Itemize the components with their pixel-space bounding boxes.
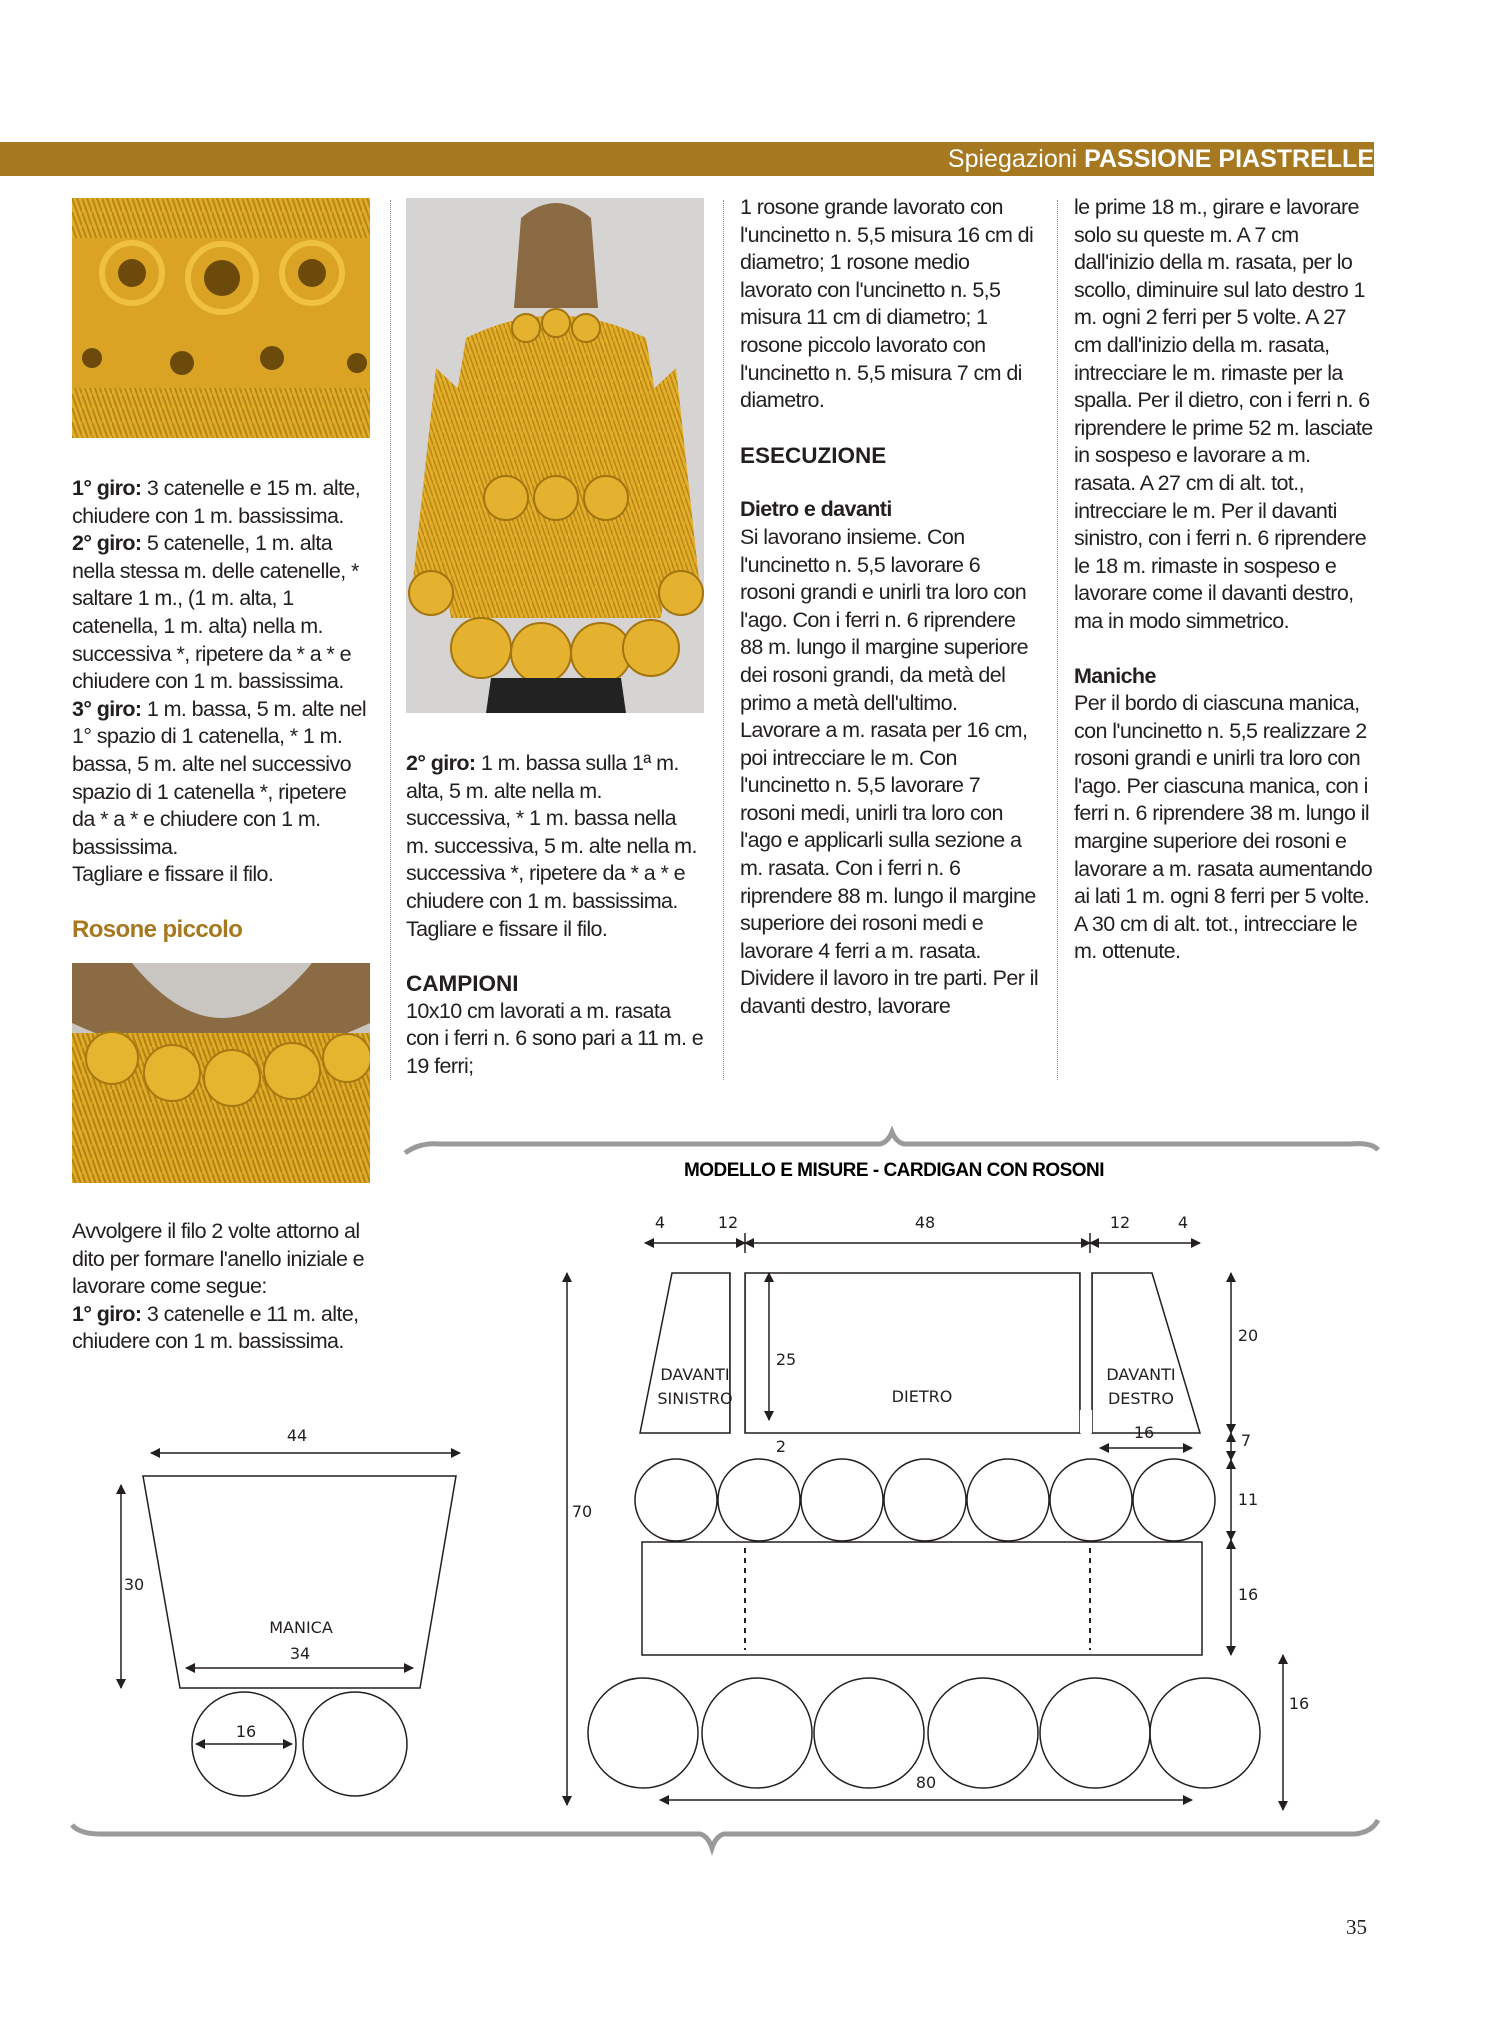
measure-48: 48 xyxy=(914,1213,936,1232)
measure-34: 34 xyxy=(289,1644,311,1663)
label-davanti-sinistro-1: DAVANTI xyxy=(660,1365,730,1384)
crochet-detail-photo xyxy=(72,198,370,438)
diagram-title: MODELLO E MISURE - CARDIGAN CON ROSONI xyxy=(683,1160,1105,1181)
measure-16-band: 16 xyxy=(1237,1585,1259,1604)
measure-16-manica: 16 xyxy=(235,1722,257,1741)
diagram-bottom-border xyxy=(72,1820,1378,1848)
measure-12-right: 12 xyxy=(1109,1213,1131,1232)
rosone-piccolo-title: Rosone piccolo xyxy=(72,915,243,943)
measure-30: 30 xyxy=(123,1575,145,1594)
cut-thread-text: Tagliare e fissare il filo. xyxy=(406,916,608,941)
measure-2: 2 xyxy=(775,1437,787,1456)
giro-1-paragraph: 1° giro: 3 catenelle e 15 m. alte, chiudere con 1 m. bassissima. xyxy=(72,476,361,528)
measurement-diagram xyxy=(0,1120,1500,1860)
stockinette-band xyxy=(642,1542,1202,1655)
column-1 xyxy=(72,475,370,944)
label-davanti-sinistro-2: SINISTRO xyxy=(657,1389,733,1408)
rosoni-medi-row xyxy=(635,1459,1215,1541)
measure-25: 25 xyxy=(775,1350,797,1369)
davanti-destro-shape xyxy=(1092,1273,1200,1433)
manica-rosone-right xyxy=(303,1692,407,1796)
column-divider xyxy=(723,200,724,1080)
davanti-text: le prime 18 m., girare e lavorare solo su queste m. A 7 cm dall'inizio della m. rasata, per lo scollo, diminuire sul lato destro 1 m. ogni 2 ferri per 5 volte. A 27 cm dall'inizio della m. rasata, intrecciare le m. rimaste per la spalla. Per il dietro, con i ferri n. 6 riprendere le prime 52 m. lasciate in sospeso e lavorare a m. rasata. A 27 cm di alt. tot., intrecciare le m. Per il davanti sinistro, con i ferri n. 6 riprendere le 18 m. rimaste in sospeso e lavorare come il davanti destro, ma in modo simmetrico. xyxy=(1074,195,1373,633)
measure-44: 44 xyxy=(286,1426,308,1445)
rosoni-sizes: 1 rosone grande lavorato con l'uncinetto n. 5,5 misura 16 cm di diametro; 1 rosone medio lavorato con l'uncinetto n. 5,5 misura 11 cm di diametro; 1 rosone piccolo lavorato con l'uncinetto n. 5,5 misura 7 cm di diametro. xyxy=(740,195,1034,413)
davanti-sinistro-shape xyxy=(640,1273,733,1433)
giro-2-rosone-piccolo: 2° giro: 1 m. bassa sulla 1ª m. alta, 5 m. alte nella m. successiva, * 1 m. bassa nella m. successiva, 5 m. alte nella m. successiva *, ripetere da * a * e chiudere con 1 m. bassissima. xyxy=(406,751,697,913)
measure-80: 80 xyxy=(915,1773,937,1792)
label-manica: MANICA xyxy=(269,1618,333,1637)
column-3 xyxy=(740,194,1040,1021)
measure-12-left: 12 xyxy=(717,1213,739,1232)
maniche-text: Per il bordo di ciascuna manica, con l'uncinetto n. 5,5 realizzare 2 rosoni grandi e unirli tra loro con l'ago. Per ciascuna manica, con i ferri n. 6 riprendere 38 m. lungo il margine superiore dei rosoni e lavorare a m. rasata aumentando ai lati 1 m. ogni 8 ferri per 5 volte. A 30 cm di alt. tot., intrecciare le m. ottenute. xyxy=(1074,691,1373,964)
model-back-photo xyxy=(406,198,704,713)
maniche-title: Maniche xyxy=(1074,663,1156,688)
label-davanti-destro-2: DESTRO xyxy=(1107,1389,1175,1408)
diagram-top-border xyxy=(405,1132,1378,1153)
measure-4-right: 4 xyxy=(1177,1213,1189,1232)
measure-4-left: 4 xyxy=(654,1213,666,1232)
esecuzione-title: ESECUZIONE xyxy=(740,442,887,468)
campioni-text: 10x10 cm lavorati a m. rasata con i ferri n. 6 sono pari a 11 m. e 19 ferri; xyxy=(406,998,704,1078)
dietro-davanti-title: Dietro e davanti xyxy=(740,497,892,522)
header-title xyxy=(948,142,1374,176)
dietro-davanti-text: Si lavorano insieme. Con l'uncinetto n. 5,5 lavorare 6 rosoni grandi e unirli tra loro con l'ago. Con i ferri n. 6 riprendere 88 m. lungo il margine superiore dei rosoni grandi, da metà del primo a metà dell'ultimo. Lavorare a m. rasata per 16 cm, poi intrecciare le m. Con l'uncinetto n. 5,5 lavorare 7 rosoni medi, unirli tra loro con l'ago e applicarli sulla sezione a m. rasata. Con i ferri n. 6 riprendere 88 m. lungo il margine superiore dei rosoni medi e lavorare 4 ferri a m. rasata. Dividere il lavoro in tre parti. Per il davanti destro, lavorare xyxy=(740,524,1039,1019)
label-davanti-destro-1: DAVANTI xyxy=(1106,1365,1176,1384)
measure-20: 20 xyxy=(1237,1326,1259,1345)
column-4 xyxy=(1074,194,1374,966)
rosone-piccolo-giro-1: 1° giro: 3 catenelle e 11 m. alte, chiudere con 1 m. bassissima. xyxy=(72,1301,359,1354)
header-section: Spiegazioni xyxy=(947,145,1078,173)
giro-3-paragraph: 3° giro: 1 m. bassa, 5 m. alte nel 1° spazio di 1 catenella, * 1 m. bassa, 5 m. alte nel successivo spazio di 1 catenella *, ripetere da * a * e chiudere con 1 m. bassissima. xyxy=(72,696,367,859)
page-number: 35 xyxy=(1346,1915,1367,1939)
rosoni-grandi-row xyxy=(588,1678,1260,1788)
measure-16-rosoni: 16 xyxy=(1288,1694,1310,1713)
measure-11: 11 xyxy=(1237,1490,1259,1509)
column-2 xyxy=(406,750,704,1081)
measure-16-destro: 16 xyxy=(1133,1423,1155,1442)
header-pattern-title: PASSIONE PIASTRELLE xyxy=(1084,145,1374,173)
measure-70: 70 xyxy=(571,1502,593,1521)
column-divider xyxy=(390,200,391,1080)
column-divider xyxy=(1057,200,1058,1080)
rosone-piccolo-intro: Avvolgere il filo 2 volte attorno al dito per formare l'anello iniziale e lavorare come segue: xyxy=(72,1219,365,1299)
label-dietro: DIETRO xyxy=(891,1387,953,1406)
giro-2-paragraph: 2° giro: 5 catenelle, 1 m. alta nella stessa m. delle catenelle, * saltare 1 m., (1 m. alta, 1 catenella, 1 m. alta) nella m. successiva *, ripetere da * a * e chiudere con 1 m. bassissima. xyxy=(72,531,359,694)
header-band xyxy=(0,142,1374,176)
campioni-title: CAMPIONI xyxy=(406,971,519,997)
measure-7: 7 xyxy=(1240,1431,1252,1450)
cut-thread-text: Tagliare e fissare il filo. xyxy=(72,862,274,887)
